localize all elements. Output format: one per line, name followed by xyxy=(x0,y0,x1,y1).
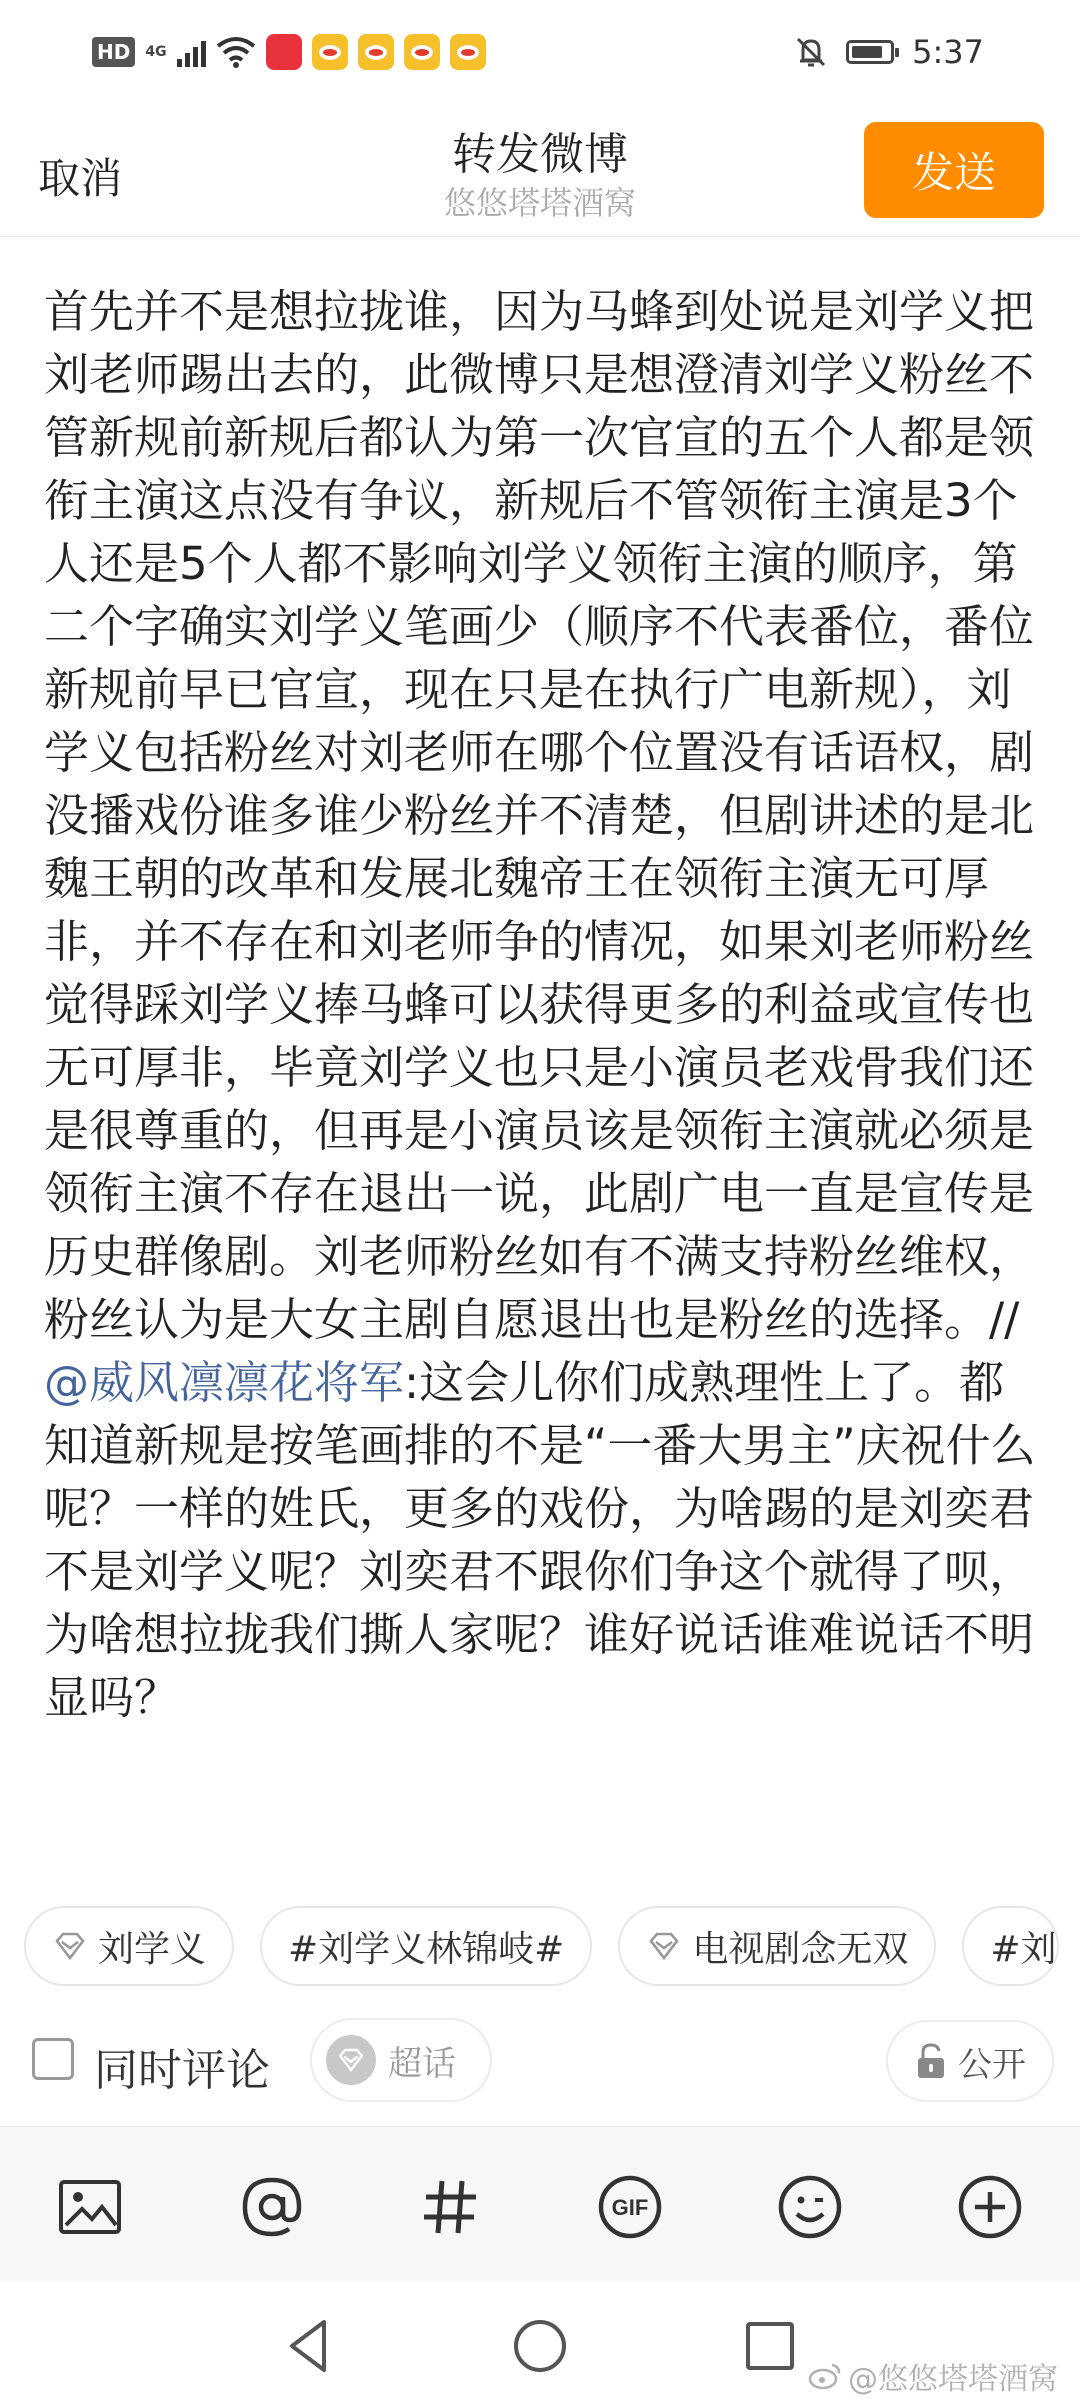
comment-checkbox-label[interactable]: 同时评论 xyxy=(94,2045,270,2096)
supertopic-icon xyxy=(326,2035,376,2085)
mute-bell-icon xyxy=(794,35,828,69)
cancel-button[interactable]: 取消 xyxy=(38,154,123,203)
topic-suggestions xyxy=(24,1906,1059,1990)
emoji-icon xyxy=(777,2174,843,2240)
recents-square-icon[interactable] xyxy=(740,2316,800,2376)
user-mention-link[interactable]: @威风凛凛花将军 xyxy=(44,1356,405,1409)
weibo-app-icon xyxy=(358,34,394,70)
topic-label: #刘学义林锦岐# xyxy=(288,1928,565,1970)
page-title: 转发微博 xyxy=(452,129,628,180)
status-left xyxy=(92,30,486,74)
hashtag-icon xyxy=(420,2177,480,2237)
weibo-app-icon xyxy=(312,34,348,70)
supertopic-gem-icon xyxy=(52,1928,88,1964)
huawei-app-icon xyxy=(266,34,302,70)
more-button[interactable] xyxy=(950,2167,1030,2247)
image-button[interactable] xyxy=(50,2167,130,2247)
home-circle-icon[interactable] xyxy=(510,2316,570,2376)
weibo-app-icon xyxy=(404,34,440,70)
quoted-text: :这会儿你们成熟理性上了。都知道新规是按笔画排的不是“一番大男主”庆祝什么呢？一样的姓氏，更多的戏份，为啥踢的是刘奕君不是刘学义呢？刘奕君不跟你们争这个就得了呗，为啥想拉拢我们撕人家呢？谁好说话谁难说话不明显吗？ xyxy=(44,1356,1036,1724)
signal-icon xyxy=(177,37,206,67)
comment-checkbox[interactable] xyxy=(32,2038,74,2080)
supertopic-gem-icon xyxy=(646,1928,682,1964)
topic-chip[interactable] xyxy=(260,1906,592,1986)
topic-chip[interactable] xyxy=(962,1906,1058,1986)
back-triangle-icon[interactable] xyxy=(280,2316,340,2376)
topic-label: #刘 xyxy=(990,1928,1057,1970)
topic-chip[interactable] xyxy=(618,1906,936,1986)
compose-toolbar xyxy=(0,2126,1080,2283)
hd-badge: HD xyxy=(92,37,135,67)
watermark xyxy=(808,2354,1058,2398)
topic-chip[interactable] xyxy=(24,1906,234,1986)
emoji-button[interactable] xyxy=(770,2167,850,2247)
gif-icon-text: GIF xyxy=(611,2195,649,2220)
repost-text-area[interactable] xyxy=(44,280,1044,1729)
unlock-icon xyxy=(914,2042,948,2080)
topic-label: 刘学义 xyxy=(98,1928,207,1970)
clock: 5:37 xyxy=(912,33,984,71)
weibo-app-icon xyxy=(450,34,486,70)
plus-circle-icon xyxy=(957,2174,1023,2240)
weibo-logo-icon xyxy=(808,2362,842,2390)
topic-label: 电视剧念无双 xyxy=(692,1928,909,1970)
page-subtitle: 悠悠塔塔酒窝 xyxy=(443,184,636,222)
post-text: 首先并不是想拉拢谁，因为马蜂到处说是刘学义把刘老师踢出去的，此微博只是想澄清刘学义粉丝不管新规前新规后都认为第一次官宣的五个人都是领衔主演这点没有争议，新规后不管领衔主演是3个人还是5个人都不影响刘学义领衔主演的顺序，第二个字确实刘学义笔画少（顺序不代表番位，番位新规前早已官宣，现在只是在执行广电新规），刘学义包括粉丝对刘老师在哪个位置没有话语权，剧没播戏份谁多谁少粉丝并不清楚，但剧讲述的是北魏王朝的改革和发展北魏帝王在领衔主演无可厚非，并不存在和刘老师争的情况，如果刘老师粉丝觉得踩刘学义捧马蜂可以获得更多的利益或宣传也无可厚非，毕竟刘学义也只是小演员老戏骨我们还是很尊重的，但再是小演员该是领衔主演就必须是领衔主演不存在退出一说，此剧广电一直是宣传是历史群像剧。刘老师粉丝如有不满支持粉丝维权，粉丝认为是大女主剧自愿退出也是粉丝的选择。// xyxy=(44,285,1035,1346)
supertopic-label: 超话 xyxy=(388,2043,456,2084)
hashtag-button[interactable] xyxy=(410,2167,490,2247)
network-type: 4G xyxy=(145,44,167,60)
wifi-icon xyxy=(216,36,256,68)
watermark-text: @悠悠塔塔酒窝 xyxy=(848,2362,1058,2397)
at-icon xyxy=(240,2175,304,2239)
gif-icon xyxy=(597,2174,663,2240)
battery-icon xyxy=(846,40,894,64)
status-bar xyxy=(0,0,1080,104)
supertopic-button[interactable] xyxy=(310,2018,492,2102)
send-button[interactable]: 发送 xyxy=(864,122,1044,218)
visibility-label: 公开 xyxy=(958,2044,1026,2085)
compose-header xyxy=(0,104,1080,237)
mention-button[interactable] xyxy=(232,2167,312,2247)
status-right xyxy=(794,30,984,74)
visibility-button[interactable] xyxy=(886,2020,1054,2102)
gif-button[interactable] xyxy=(590,2167,670,2247)
image-icon xyxy=(58,2179,122,2235)
